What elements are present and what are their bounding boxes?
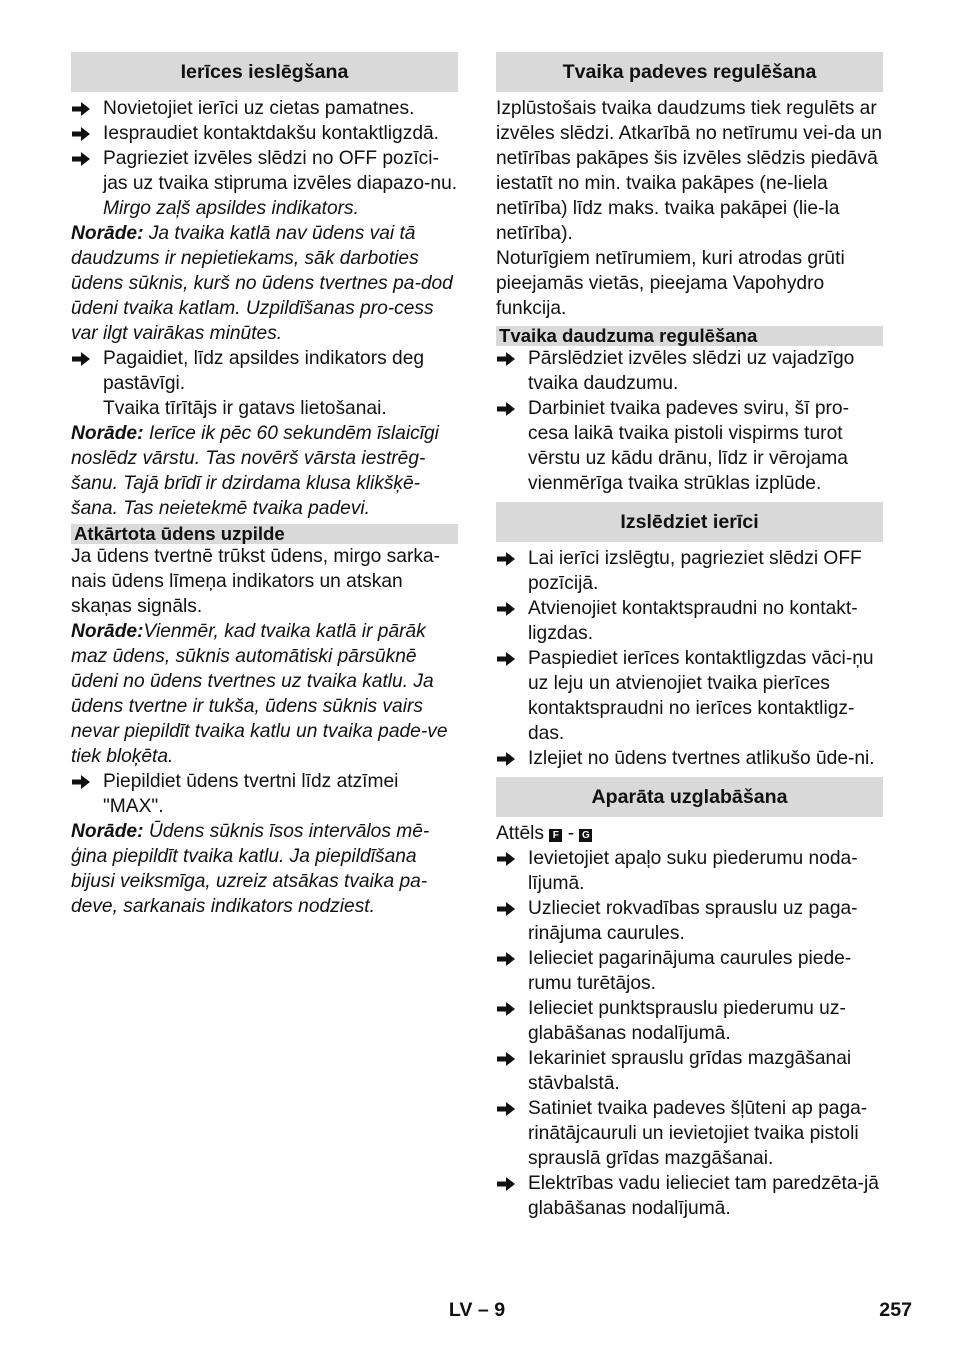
note-text: Vienmēr, kad tvaika katlā ir pārāk maz ūdens, sūknis automātiski pārsūknē ūdeni no ūdens tvertnes uz tvaika katlu. Ja ūdens tvertne ir tukša, ūdens sūknis vairs nevar piepildīt tvaika katlu un tvaika pade-ve tiek bloķēta. [71,621,448,767]
bullet-text: Piepildiet ūdens tvertni līdz atzīmei "MAX". [103,771,399,817]
bullet-text: Paspiediet ierīces kontaktligzdas vāci-ņu uz leju un atvienojiet tvaika pierīces kontaktspraudni no ierīces kontaktligz-das. [528,648,874,744]
bullet-text: Atvienojiet kontaktspraudni no kontakt-ligzdas. [528,598,858,644]
arrow-right-icon [497,851,515,867]
arrow-right-icon [497,401,515,417]
arrow-right-icon [497,901,515,917]
bullet-text: Novietojiet ierīci uz cietas pamatnes. [103,98,415,119]
note-text: Ierīce ik pēc 60 sekundēm īslaicīgi noslēdz vārstu. Tas novērš vārsta iestrēg-šanu. Tajā brīdī ir dzirdama klusa klikšķē-šana. Tas neietekmē tvaika padevi. [71,423,439,519]
bullet-text: Ievietojiet apaļo suku piederumu noda-lījumā. [528,848,858,894]
bullet-item [496,1096,883,1171]
heading-text: Aparāta uzglabāšana [591,785,788,808]
bullet-item [71,96,458,121]
arrow-right-icon [497,1101,515,1117]
heading-text: Izslēdziet ierīci [620,510,759,533]
bullet-item [71,769,458,819]
bullet-item [496,396,883,496]
arrow-right-icon [72,126,90,142]
arrow-right-icon [497,651,515,667]
paragraph: Noturīgiem netīrumiem, kuri atrodas grūti pieejamās vietās, pieejama Vapohydro funkcija. [496,248,845,319]
note [71,421,458,521]
bullet-text: Ielieciet punktsprauslu piederumu uz-glabāšanas nodalījumā. [528,998,846,1044]
section-heading-steam-regulation [496,52,883,92]
left-column [71,52,458,919]
figure-separator: - [567,823,575,844]
result-text: Tvaika tīrītājs ir gatavs lietošanai. [103,398,387,419]
arrow-right-icon [72,351,90,367]
arrow-right-icon [497,951,515,967]
note-label: Norāde: [71,621,144,642]
bullet-item [496,996,883,1046]
subsection-heading-refill: Atkārtota ūdens uzpilde [71,524,458,544]
bullet-item [71,146,458,196]
section-heading-storage [496,777,883,817]
section-heading-switch-on [71,52,458,92]
note-text: Ūdens sūknis īsos intervālos mē-ģina piepildīt tvaika katlu. Ja piepildīšana bijusi veiksmīga, uzreiz atsākas tvaika pa-deve, sarkanais indikators nodziest. [71,821,430,917]
bullet-item [496,946,883,996]
paragraph: Izplūstošais tvaika daudzums tiek regulēts ar izvēles slēdzi. Atkarībā no netīrumu vei-da un netīrības pakāpes šis izvēles slēdzis piedāvā iestatīt no min. tvaika pakāpes (ne-liela netīrība) līdz maks. tvaika pakāpei (lie-la netīrība). [496,98,883,244]
bullet-item [496,596,883,646]
bullet-item [496,1171,883,1221]
bullet-item [496,746,883,771]
arrow-right-icon [497,551,515,567]
bullet-text: Pagaidiet, līdz apsildes indikators deg pastāvīgi. [103,348,425,394]
figure-label-f: F [549,829,562,842]
bullet-text: Izlejiet no ūdens tvertnes atlikušo ūde-ni. [528,748,875,769]
figure-prefix: Attēls [496,823,544,844]
bullet-text: Darbiniet tvaika padeves sviru, šī pro-cesa laikā tvaika pistoli vispirms turot vērstu uz kādu drānu, līdz ir vērojama vienmērīga tvaika strūklas izplūde. [528,398,849,494]
result-text: Mirgo zaļš apsildes indikators. [103,198,359,219]
note-label: Norāde: [71,223,144,244]
bullet-text: Pagrieziet izvēles slēdzi no OFF pozīci-jas uz tvaika stipruma izvēles diapazo-nu. [103,148,458,194]
bullet-text: Lai ierīci izslēgtu, pagrieziet slēdzi OFF pozīcijā. [528,548,862,594]
page-number: 257 [879,1299,912,1321]
note-label: Norāde: [71,821,144,842]
right-column [496,52,883,1221]
bullet-text: Iespraudiet kontaktdakšu kontaktligzdā. [103,123,439,144]
bullet-item [496,1046,883,1096]
note-text: Ja tvaika katlā nav ūdens vai tā daudzums ir nepietiekams, sāk darboties ūdens sūknis, kurš no ūdens tvertnes pa-dod ūdeni tvaika katlam. Uzpildīšanas pro-cess var ilgt vairākas minūtes. [71,223,453,344]
arrow-right-icon [72,101,90,117]
bullet-item [496,646,883,746]
figure-reference [496,821,883,846]
bullet-text: Uzlieciet rokvadības sprauslu uz paga-rinājuma caurules. [528,898,858,944]
bullet-item [496,846,883,896]
arrow-right-icon [497,601,515,617]
heading-text: Tvaika padeves regulēšana [562,60,817,83]
note [71,819,458,919]
bullet-item [496,896,883,946]
arrow-right-icon [497,1001,515,1017]
paragraph: Ja ūdens tvertnē trūkst ūdens, mirgo sarka-nais ūdens līmeņa indikators un atskan skaņas signāls. [71,546,440,617]
footer-section: LV [448,1299,473,1321]
bullet-item [71,121,458,146]
arrow-right-icon [72,774,90,790]
footer-section-page [0,1298,954,1323]
bullet-item [496,546,883,596]
arrow-right-icon [497,351,515,367]
note [71,221,458,346]
note-label: Norāde: [71,423,144,444]
bullet-text: Ielieciet pagarinājuma caurules piede-rumu turētājos. [528,948,852,994]
bullet-text: Elektrības vadu ielieciet tam paredzēta-jā glabāšanas nodalījumā. [528,1173,879,1219]
section-heading-switch-off [496,502,883,542]
heading-text: Ierīces ieslēgšana [180,60,349,83]
bullet-text: Satiniet tvaika padeves šļūteni ap paga-rinātājcauruli un ievietojiet tvaika pistoli sprauslā grīdas mazgāšanai. [528,1098,868,1169]
bullet-item [496,346,883,396]
figure-label-g: G [579,829,592,842]
bullet-text: Pārslēdziet izvēles slēdzi uz vajadzīgo tvaika daudzumu. [528,348,855,394]
footer-dash: – [477,1299,489,1321]
bullet-text: Iekariniet sprauslu grīdas mazgāšanai stāvbalstā. [528,1048,852,1094]
arrow-right-icon [497,751,515,767]
arrow-right-icon [72,151,90,167]
note [71,619,458,769]
footer-section-page-number: 9 [494,1299,506,1321]
subsection-heading-steam-amount: Tvaika daudzuma regulēšana [496,326,883,346]
arrow-right-icon [497,1051,515,1067]
bullet-item [71,346,458,396]
arrow-right-icon [497,1176,515,1192]
